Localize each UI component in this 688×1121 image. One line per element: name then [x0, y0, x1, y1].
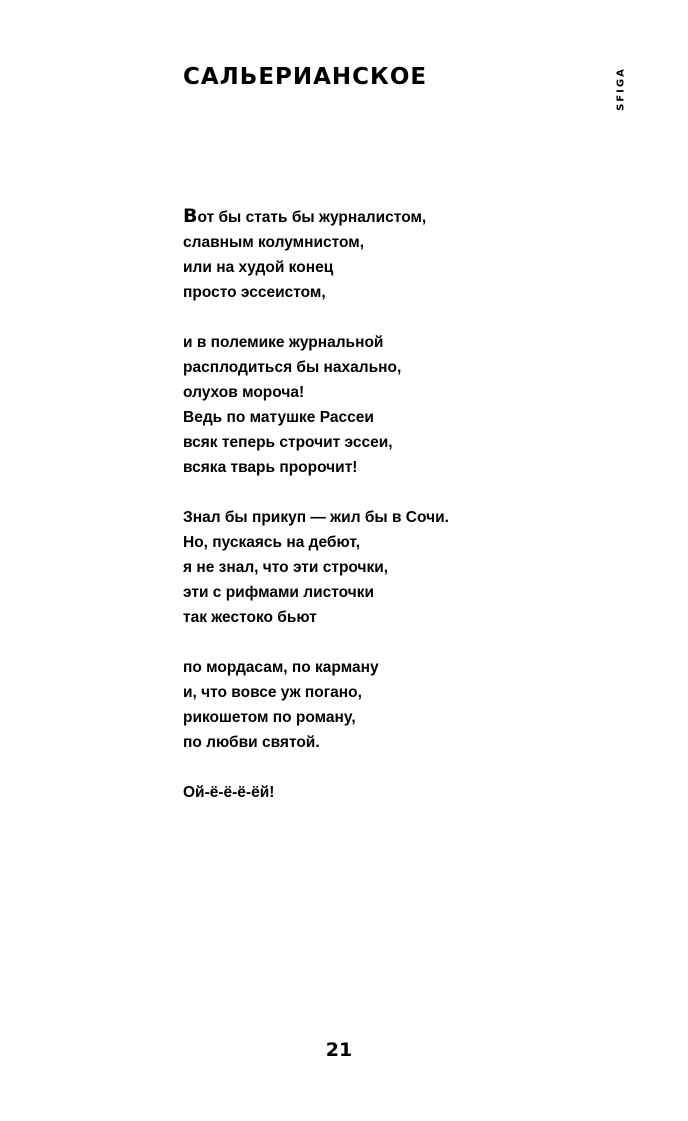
poem-line: я не знал, что эти строчки,	[183, 559, 389, 576]
stanza-3	[183, 505, 623, 630]
stanza-4	[183, 655, 623, 755]
running-head	[614, 66, 628, 112]
stanza-1	[183, 204, 623, 305]
poem-line: Ой-ё-ё-ё-ёй!	[183, 784, 275, 801]
drop-initial: В	[183, 205, 198, 227]
poem-line: и, что вовсе уж погано,	[183, 684, 362, 701]
poem-line: славным колумнистом,	[183, 234, 365, 251]
poem-line: всяка тварь пророчит!	[183, 459, 358, 476]
poem	[183, 204, 623, 830]
first-line-text: от бы стать бы журналистом,	[197, 209, 427, 226]
poem-line: всяк теперь строчит эссеи,	[183, 434, 393, 451]
poem-line: по мордасам, по карману	[183, 659, 379, 676]
poem-line: Знал бы прикуп — жил бы в Сочи.	[183, 509, 449, 526]
poem-line: или на худой конец	[183, 259, 334, 276]
poem-line: Ведь по матушке Рассеи	[183, 409, 374, 426]
poem-line: так жестоко бьют	[183, 609, 317, 626]
poem-line: и в полемике журнальной	[183, 334, 384, 351]
poem-line: эти с рифмами листочки	[183, 584, 374, 601]
poem-line	[183, 204, 623, 230]
page-number: 21	[325, 1039, 353, 1061]
stanza-2	[183, 330, 623, 480]
page-title: САЛЬЕРИАНСКОЕ	[183, 64, 428, 90]
poem-line: просто эссеистом,	[183, 284, 326, 301]
poem-line: расплодиться бы нахально,	[183, 359, 402, 376]
stanza-5	[183, 780, 623, 805]
poem-line: олухов мороча!	[183, 384, 305, 401]
poem-line: по любви святой.	[183, 734, 320, 751]
poem-line: рикошетом по роману,	[183, 709, 356, 726]
running-head-label: SFIGA	[615, 67, 627, 111]
poem-line: Но, пускаясь на дебют,	[183, 534, 361, 551]
